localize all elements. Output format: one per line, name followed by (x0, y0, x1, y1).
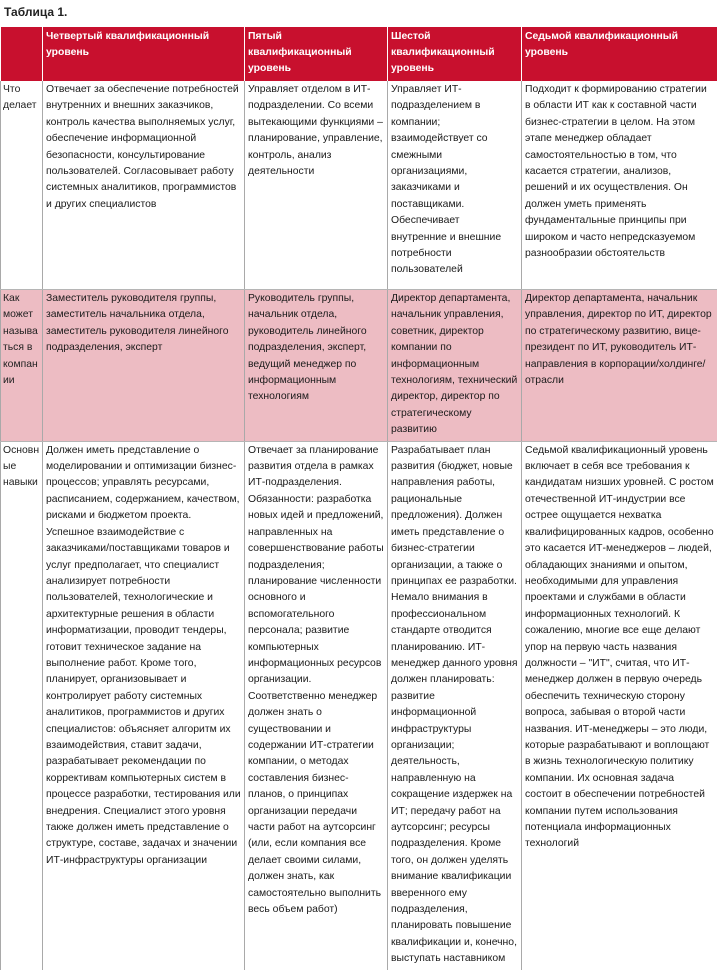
header-level-5: Пятый квалификационный уровень (245, 27, 388, 81)
table-row (1, 81, 717, 290)
table-cell: Должен иметь представление о моделировании и оптимизации бизнес-процессов; управлять ресурсами, расписанием, содержанием, качеством, рисками и бюджетом проекта. Успешное взаимодействие с заказчиками/поставщиками товаров и услуг предполагает, что специалист анализирует потребности пользователей, технологические и архитектурные решения в области информатизации, проводит тендеры, готовит техническое задание на выполнение работ. Кроме того, планирует, организовывает и контролирует работу системных аналитиков, программистов и других специалистов: объясняет алгоритм их взаимодействия, ставит задачи, разрабатывает рекомендации по коррективам компьютерных систем в процессе разработки, тестирования или внедрения. Специалист этого уровня также должен иметь представление о структуре, составе, задачах и значении ИТ-инфраструктуры организации (43, 441, 245, 970)
table-header-row (1, 27, 717, 81)
table-cell: Руководитель группы, начальник отдела, руководитель линейного подразделения, эксперт, ведущий менеджер по информационным технологиям (245, 290, 388, 442)
header-level-6: Шестой квалификационный уровень (388, 27, 522, 81)
row-label-what-does: Что делает (1, 81, 43, 290)
table-cell: Отвечает за планирование развития отдела в рамках ИТ-подразделения. Обязанности: разработка новых идей и предложений, направленных на совершенствование работы подразделения; планирование численности основного и вспомогательного персонала; развитие компьютерных информационных ресурсов организации. Соответственно менеджер должен знать о существовании и содержании ИТ-стратегии компании, о методах составления бизнес-планов, о принципах организации передачи части работ на аутсорсинг (или, если компания все делает своими силами, должен знать, как самостоятельно выполнить весь объем работ) (245, 441, 388, 970)
table-cell: Седьмой квалификационный уровень включает в себя все требования к кандидатам низших уровней. С ростом отечественной ИТ-индустрии все острее ощущается нехватка квалифицированных кадров, особенно это касается ИТ-менеджеров – людей, обладающих знаниями и опытом, необходимыми для управления проектами и службами в области информационных технологий. К сожалению, многие все еще делают упор на первую часть названия должности – "ИТ", считая, что ИТ-менеджер должен в первую очередь обеспечить техническую сторону вопроса, забывая о второй части названия. ИТ-менеджеры – это люди, которые разрабатывают и воплощают в жизнь технологическую политику компании. Их основная задача состоит в обеспечении потребностей компании путем использования потенциала информационных технологий (522, 441, 717, 970)
row-label-skills: Основные навыки (1, 441, 43, 970)
header-corner (1, 27, 43, 81)
table-cell: Управляет ИТ-подразделением в компании; взаимодействует со смежными организациями, заказчиками и поставщиками. Обеспечивает внутренние и внешние потребности пользователей (388, 81, 522, 290)
table-cell: Отвечает за обеспечение потребностей внутренних и внешних заказчиков, контроль качества выполняемых услуг, обеспечение информационной безопасности, консультирование пользователей. Согласовывает работу системных аналитиков, программистов и других специалистов (43, 81, 245, 290)
row-label-title: Как может называться в компании (1, 290, 43, 442)
table-caption: Таблица 1. (4, 5, 67, 19)
table-cell: Директор департамента, начальник управления, директор по ИТ, директор по стратегическому развитию, вице-президент по ИТ, руководитель ИТ-направления в корпорации/холдинге/отрасли (522, 290, 717, 442)
table-cell: Подходит к формированию стратегии в области ИТ как к составной части бизнес-стратегии в целом. На этом этапе менеджер обладает самостоятельностью в том, что касается стратегии, анализов, решений и их осуществления. Он должен уметь применять фундаментальные принципы при широком и часто непредсказуемом разнообразии обстоятельств (522, 81, 717, 290)
table-row (1, 441, 717, 970)
table-cell: Заместитель руководителя группы, заместитель начальника отдела, заместитель руководителя линейного подразделения, эксперт (43, 290, 245, 442)
table-cell: Управляет отделом в ИТ-подразделении. Со всеми вытекающими функциями – планирование, управление, контроль, анализ деятельности (245, 81, 388, 290)
table-row (1, 290, 717, 442)
qualification-table (0, 27, 717, 970)
table-cell: Директор департамента, начальник управления, советник, директор компании по информационным технологиям, технический директор, директор по стратегическому развитию (388, 290, 522, 442)
table-cell: Разрабатывает план развития (бюджет, новые направления работы, рациональные предложения). Должен иметь представление о бизнес-стратегии организации, а также о принципах ее разработки. Немало внимания в профессиональном стандарте отводится планированию. ИТ-менеджер данного уровня должен планировать: развитие информационной инфраструктуры организации; деятельность, направленную на сокращение издержек на ИТ; передачу работ на аутсорсинг; ресурсы подразделения. Кроме того, он должен уделять внимание квалификации вверенного ему подразделения, планировать повышение квалификации и, конечно, выступать наставником (388, 441, 522, 970)
header-level-7: Седьмой квалификационный уровень (522, 27, 717, 81)
header-level-4: Четвертый квалификационный уровень (43, 27, 245, 81)
